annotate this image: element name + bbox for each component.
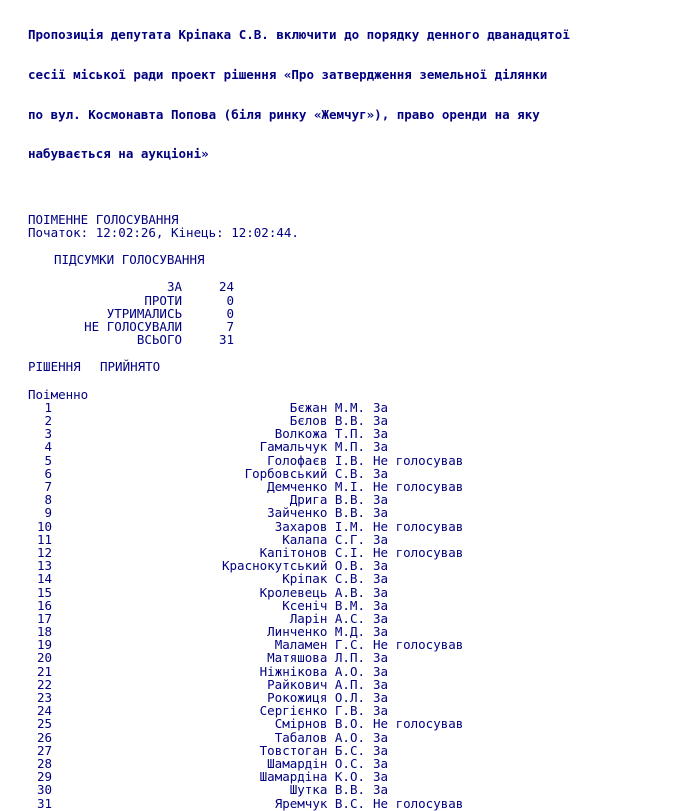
- deputy-name: Шамардін О.С.: [267, 755, 365, 771]
- deputy-vote: За: [373, 729, 389, 745]
- row-number: 26: [36, 729, 52, 745]
- summary-value-for: 24: [218, 279, 234, 295]
- row-number: 25: [36, 716, 52, 732]
- column-gap: [365, 493, 373, 506]
- column-gap: [365, 586, 373, 599]
- deputy-vote: Не голосував: [373, 544, 464, 560]
- row-number: 4: [44, 439, 52, 455]
- row-number: 5: [44, 452, 52, 468]
- row-number: 15: [36, 584, 52, 600]
- summary-value-not-voted: 7: [226, 319, 234, 335]
- deputy-vote: За: [373, 426, 389, 442]
- column-gap: [365, 678, 373, 691]
- row-number: 10: [36, 518, 52, 534]
- column-gap: [365, 546, 373, 559]
- row-number: 23: [36, 690, 52, 705]
- row-number: 14: [36, 571, 52, 587]
- summary-label-total: ВСЬОГО: [136, 332, 182, 348]
- column-gap: [365, 467, 373, 480]
- roll-call-title: Поіменно: [28, 386, 89, 402]
- row-number: 17: [36, 610, 52, 626]
- deputy-vote: Не голосував: [373, 452, 464, 468]
- vote-timing: Початок: 12:02:26, Кінець: 12:02:44.: [28, 225, 299, 241]
- deputy-name: Ларін А.С.: [289, 610, 365, 626]
- deputy-vote: За: [373, 558, 389, 574]
- proposal-title-line: Пропозиція депутата Кріпака С.В. включити до порядку денного дванадцятої: [28, 27, 570, 43]
- deputy-name: Сергієнко Г.В.: [259, 703, 365, 719]
- deputy-vote: За: [373, 531, 389, 547]
- row-number: 6: [44, 465, 52, 481]
- row-number: 30: [36, 782, 52, 798]
- deputy-name: Смірнов В.О.: [274, 716, 365, 732]
- deputy-name: Ксеніч В.М.: [282, 597, 365, 613]
- deputy-name: Шутка В.В.: [289, 782, 365, 798]
- table-row: [28, 744, 688, 757]
- row-number: 9: [44, 505, 52, 521]
- deputy-name: Маламен Г.С.: [274, 637, 365, 653]
- deputy-name: Дрига В.В.: [289, 492, 365, 508]
- deputy-name: Товстоган Б.С.: [259, 742, 365, 758]
- row-number: 13: [36, 558, 52, 574]
- summary-value-abstained: 0: [226, 305, 234, 321]
- table-row: [28, 520, 688, 533]
- row-number: 21: [36, 663, 52, 679]
- decision: [28, 360, 688, 373]
- deputy-vote: Не голосував: [373, 795, 464, 811]
- summary-label-not-voted: НЕ ГОЛОСУВАЛИ: [84, 319, 182, 335]
- column-gap: [365, 440, 373, 453]
- summary-value-against: 0: [226, 292, 234, 308]
- column-gap: [365, 665, 373, 678]
- row-number: 22: [36, 676, 52, 692]
- deputy-name: Матяшова Л.П.: [267, 650, 365, 666]
- column-gap: [365, 625, 373, 638]
- table-row: [28, 731, 688, 744]
- table-row: [28, 454, 688, 467]
- column-gap: [365, 638, 373, 651]
- deputy-name: Горбовський С.В.: [244, 465, 365, 481]
- deputy-name: Гамальчук М.П.: [259, 439, 365, 455]
- deputy-vote: За: [373, 650, 389, 666]
- deputy-vote: За: [373, 465, 389, 481]
- column-gap: [365, 414, 373, 427]
- column-gap: [365, 704, 373, 717]
- voting-protocol: [28, 2, 688, 810]
- deputy-name: Бєжан М.М.: [289, 399, 365, 415]
- deputy-vote: За: [373, 663, 389, 679]
- column-gap: [365, 520, 373, 533]
- deputy-name: Бєлов В.В.: [289, 413, 365, 429]
- deputy-name: Капітонов С.І.: [259, 544, 365, 560]
- row-number: 8: [44, 492, 52, 508]
- row-number: 27: [36, 742, 52, 758]
- decision-word: РІШЕННЯ: [28, 359, 81, 375]
- deputy-vote: Не голосував: [373, 518, 464, 534]
- deputy-vote: За: [373, 703, 389, 719]
- column-gap: [365, 427, 373, 440]
- column-gap: [365, 770, 373, 783]
- table-row: [28, 599, 688, 612]
- deputy-vote: Не голосував: [373, 716, 464, 732]
- deputy-vote: За: [373, 492, 389, 508]
- column-gap: [365, 744, 373, 757]
- table-row: [28, 440, 688, 453]
- deputy-vote: За: [373, 584, 389, 600]
- deputy-name: Демченко М.І.: [267, 479, 365, 494]
- proposal-title-line: сесії міської ради проект рішення «Про затвердження земельної ділянки: [28, 67, 548, 83]
- column-gap: [365, 599, 373, 612]
- row-number: 16: [36, 597, 52, 613]
- deputy-vote: За: [373, 742, 389, 758]
- column-gap: [365, 691, 373, 704]
- deputy-name: Кролевець А.В.: [259, 584, 365, 600]
- row-number: 19: [36, 637, 52, 653]
- column-gap: [365, 480, 373, 493]
- table-row: [28, 665, 688, 678]
- deputy-vote: За: [373, 769, 389, 785]
- deputy-name: Захаров І.М.: [274, 518, 365, 534]
- deputy-name: Кріпак С.В.: [282, 571, 365, 587]
- deputy-vote: За: [373, 439, 389, 455]
- deputy-name: Зайченко В.В.: [267, 505, 365, 521]
- deputy-name: Яремчук В.С.: [274, 795, 365, 811]
- deputy-name: Райкович А.П.: [267, 676, 365, 692]
- row-number: 1: [44, 399, 52, 415]
- table-row: [28, 533, 688, 546]
- table-row: [28, 717, 688, 730]
- row-number: 18: [36, 624, 52, 640]
- deputy-vote: За: [373, 755, 389, 771]
- row-number: 31: [36, 795, 52, 811]
- deputy-name: Ніжнікова А.О.: [259, 663, 365, 679]
- deputy-name: Голофаєв І.В.: [267, 452, 365, 468]
- summary-label-abstained: УТРИМАЛИСЬ: [106, 305, 182, 321]
- row-number: 12: [36, 544, 52, 560]
- row-number: 2: [44, 413, 52, 429]
- roll-call-list: [28, 401, 688, 810]
- deputy-vote: За: [373, 597, 389, 613]
- row-number: 7: [44, 479, 52, 494]
- column-gap: [365, 717, 373, 730]
- deputy-vote: За: [373, 690, 389, 705]
- row-number: 28: [36, 755, 52, 771]
- row-number: 20: [36, 650, 52, 666]
- column-gap: [365, 559, 373, 572]
- summary-label-against: ПРОТИ: [144, 292, 182, 308]
- deputy-vote: За: [373, 399, 389, 415]
- deputy-name: Калапа С.Г.: [282, 531, 365, 547]
- row-number: 29: [36, 769, 52, 785]
- deputy-name: Линченко М.Д.: [267, 624, 365, 640]
- row-number: 3: [44, 426, 52, 442]
- proposal-title: [28, 2, 688, 187]
- column-gap: [365, 797, 373, 810]
- table-row: [28, 586, 688, 599]
- table-row: [28, 783, 688, 796]
- decision-result: ПРИЙНЯТО: [100, 359, 161, 375]
- proposal-title-line: набувається на аукціоні»: [28, 146, 209, 162]
- deputy-vote: За: [373, 782, 389, 798]
- column-gap: [365, 783, 373, 796]
- deputy-vote: За: [373, 413, 389, 429]
- deputy-vote: За: [373, 624, 389, 640]
- table-row: [28, 572, 688, 585]
- deputy-name: Волкожа Т.П.: [274, 426, 365, 442]
- summary-title: ПІДСУМКИ ГОЛОСУВАННЯ: [54, 252, 205, 268]
- deputy-vote: За: [373, 505, 389, 521]
- column-gap: [365, 401, 373, 414]
- row-number: 11: [36, 531, 52, 547]
- deputy-name: Рокожиця О.Л.: [267, 690, 365, 705]
- table-row: [28, 506, 688, 519]
- vote-header: [28, 213, 688, 239]
- summary-value-total: 31: [218, 332, 234, 348]
- table-row: [28, 797, 688, 810]
- deputy-vote: За: [373, 571, 389, 587]
- table-row: [28, 651, 688, 664]
- proposal-title-line: по вул. Космонавта Попова (біля ринку «Жемчуг»), право оренди на яку: [28, 106, 540, 122]
- summary-label-for: ЗА: [166, 279, 182, 295]
- vote-type: ПОІМЕННЕ ГОЛОСУВАННЯ: [28, 211, 179, 227]
- deputy-name: Шамардіна К.О.: [259, 769, 365, 785]
- deputy-name: Краснокутський О.В.: [222, 558, 365, 574]
- deputy-vote: За: [373, 610, 389, 626]
- deputy-vote: Не голосував: [373, 479, 464, 494]
- column-gap: [365, 651, 373, 664]
- deputy-vote: За: [373, 676, 389, 692]
- column-gap: [365, 506, 373, 519]
- column-gap: [365, 757, 373, 770]
- deputy-vote: Не голосував: [373, 637, 464, 653]
- deputy-name: Табалов А.О.: [274, 729, 365, 745]
- summary-table: [28, 280, 688, 346]
- column-gap: [365, 572, 373, 585]
- column-gap: [365, 612, 373, 625]
- column-gap: [365, 533, 373, 546]
- row-number: 24: [36, 703, 52, 719]
- column-gap: [365, 731, 373, 744]
- column-gap: [365, 454, 373, 467]
